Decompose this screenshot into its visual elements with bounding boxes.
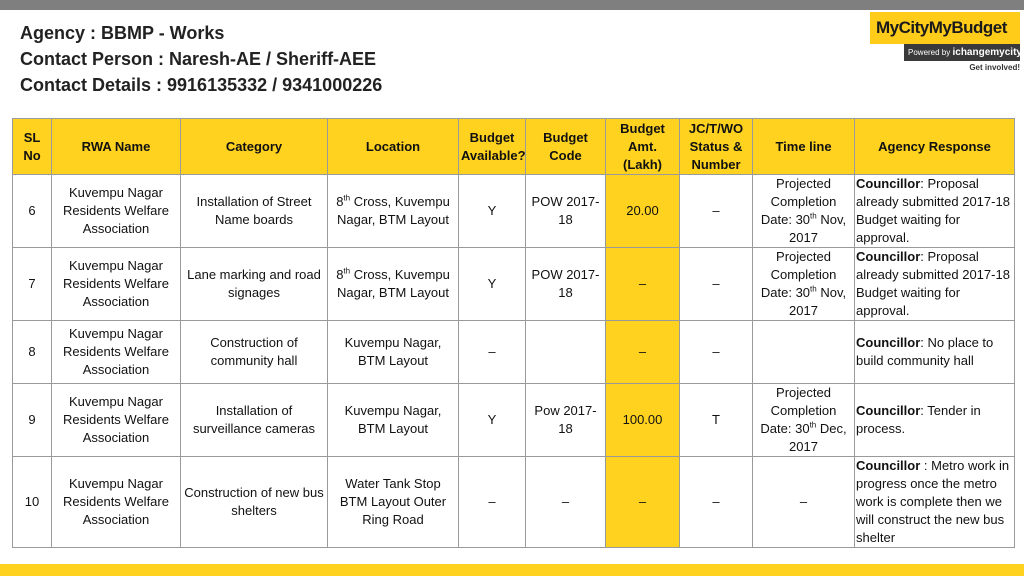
works-table xyxy=(12,118,1015,548)
col-rwa-name: RWA Name xyxy=(52,119,181,175)
col-status: JC/T/WO Status & Number xyxy=(680,119,753,175)
table-row xyxy=(13,248,1015,321)
response-text: : No place to build community hall xyxy=(856,335,994,368)
category-cell: Construction of new bus shelters xyxy=(181,457,328,548)
budget-amount-cell: 20.00 xyxy=(606,175,680,248)
location-cell xyxy=(328,248,459,321)
budget-code-cell: – xyxy=(526,457,606,548)
category-cell: Lane marking and road signages xyxy=(181,248,328,321)
agency-response-cell xyxy=(855,175,1015,248)
timeline-date: Nov, 2017 xyxy=(789,212,847,245)
timeline-cell xyxy=(753,175,855,248)
col-budget-amount: Budget Amt. (Lakh) xyxy=(606,119,680,175)
location-suffix: th xyxy=(343,193,351,203)
rwa-cell: Kuvempu Nagar Residents Welfare Association xyxy=(52,248,181,321)
agency-response-cell xyxy=(855,384,1015,457)
location-text: Cross, Kuvempu Nagar, BTM Layout xyxy=(337,194,450,227)
location-cell: Kuvempu Nagar, BTM Layout xyxy=(328,384,459,457)
response-text: : Proposal already submitted 2017-18 Budget waiting for approval. xyxy=(856,249,1010,318)
response-author: Councillor xyxy=(856,458,921,473)
sl-cell: 10 xyxy=(13,457,52,548)
mycitymybudget-logo xyxy=(870,12,1020,74)
col-budget-code: Budget Code xyxy=(526,119,606,175)
location-cell: Water Tank Stop BTM Layout Outer Ring Road xyxy=(328,457,459,548)
status-cell: T xyxy=(680,384,753,457)
status-cell: – xyxy=(680,248,753,321)
location-text: Cross, Kuvempu Nagar, BTM Layout xyxy=(337,267,450,300)
budget-amount-cell: – xyxy=(606,457,680,548)
location-suffix: th xyxy=(343,266,351,276)
table-header-row xyxy=(13,119,1015,175)
timeline-cell: – xyxy=(753,457,855,548)
budget-amount-cell: – xyxy=(606,321,680,384)
budget-available-cell: Y xyxy=(459,175,526,248)
timeline-suffix: th xyxy=(809,420,817,430)
col-budget-available: Budget Available? xyxy=(459,119,526,175)
col-category: Category xyxy=(181,119,328,175)
budget-amount-cell: 100.00 xyxy=(606,384,680,457)
table-row xyxy=(13,457,1015,548)
col-sl-no: SL No xyxy=(13,119,52,175)
rwa-cell: Kuvempu Nagar Residents Welfare Association xyxy=(52,175,181,248)
sl-cell: 6 xyxy=(13,175,52,248)
rwa-cell: Kuvempu Nagar Residents Welfare Association xyxy=(52,384,181,457)
status-cell: – xyxy=(680,175,753,248)
budget-code-cell: POW 2017-18 xyxy=(526,248,606,321)
agency-line: Agency : BBMP - Works xyxy=(20,23,225,43)
budget-available-cell: Y xyxy=(459,384,526,457)
table-row xyxy=(13,175,1015,248)
budget-amount-cell: – xyxy=(606,248,680,321)
category-cell: Installation of Street Name boards xyxy=(181,175,328,248)
logo-tagline: Get involved! xyxy=(969,63,1020,72)
rwa-cell: Kuvempu Nagar Residents Welfare Association xyxy=(52,457,181,548)
timeline-cell xyxy=(753,384,855,457)
bottom-bar xyxy=(0,564,1024,576)
response-text: : Metro work in progress once the metro work is complete then we will construct the new bus shelter xyxy=(856,458,1010,545)
timeline-text: Projected Completion Date: 30 xyxy=(760,249,837,300)
sl-cell: 7 xyxy=(13,248,52,321)
table-row xyxy=(13,321,1015,384)
response-text: : Proposal already submitted 2017-18 Budget waiting for approval. xyxy=(856,176,1010,245)
location-cell: Kuvempu Nagar, BTM Layout xyxy=(328,321,459,384)
budget-available-cell: Y xyxy=(459,248,526,321)
timeline-text: Projected Completion Date: 30 xyxy=(760,385,837,436)
budget-available-cell: – xyxy=(459,321,526,384)
agency-response-cell xyxy=(855,457,1015,548)
category-cell: Construction of community hall xyxy=(181,321,328,384)
location-number: 8 xyxy=(336,267,344,282)
rwa-cell: Kuvempu Nagar Residents Welfare Association xyxy=(52,321,181,384)
timeline-cell xyxy=(753,248,855,321)
col-agency-response: Agency Response xyxy=(855,119,1015,175)
table-row xyxy=(13,384,1015,457)
timeline-date: Nov, 2017 xyxy=(789,285,847,318)
location-number: 8 xyxy=(336,194,344,209)
col-location: Location xyxy=(328,119,459,175)
timeline-suffix: th xyxy=(810,211,817,221)
budget-available-cell: – xyxy=(459,457,526,548)
budget-code-cell: Pow 2017-18 xyxy=(526,384,606,457)
category-cell: Installation of surveillance cameras xyxy=(181,384,328,457)
contact-details-line: Contact Details : 9916135332 / 9341000226 xyxy=(20,75,383,95)
col-timeline: Time line xyxy=(753,119,855,175)
status-cell: – xyxy=(680,457,753,548)
response-author: Councillor xyxy=(856,335,921,350)
logo-powered-by xyxy=(904,44,1020,61)
response-author: Councillor xyxy=(856,176,921,191)
agency-response-cell xyxy=(855,248,1015,321)
timeline-text: Projected Completion Date: 30 xyxy=(760,176,837,227)
timeline-date: Dec, 2017 xyxy=(789,421,847,454)
sl-cell: 9 xyxy=(13,384,52,457)
response-author: Councillor xyxy=(856,403,921,418)
location-cell xyxy=(328,175,459,248)
contact-person-line: Contact Person : Naresh-AE / Sheriff-AEE xyxy=(20,49,377,69)
timeline-suffix: th xyxy=(810,284,817,294)
brand-text: ichangemycity xyxy=(952,47,1022,58)
budget-code-cell: POW 2017-18 xyxy=(526,175,606,248)
response-author: Councillor xyxy=(856,249,921,264)
contact-header xyxy=(20,20,382,98)
top-bar xyxy=(0,0,1024,10)
response-text: : Tender in process. xyxy=(856,403,981,436)
logo-title: MyCityMyBudget xyxy=(870,12,1020,44)
powered-by-text: Powered by xyxy=(908,48,951,57)
timeline-cell xyxy=(753,321,855,384)
agency-response-cell xyxy=(855,321,1015,384)
status-cell: – xyxy=(680,321,753,384)
sl-cell: 8 xyxy=(13,321,52,384)
budget-code-cell xyxy=(526,321,606,384)
